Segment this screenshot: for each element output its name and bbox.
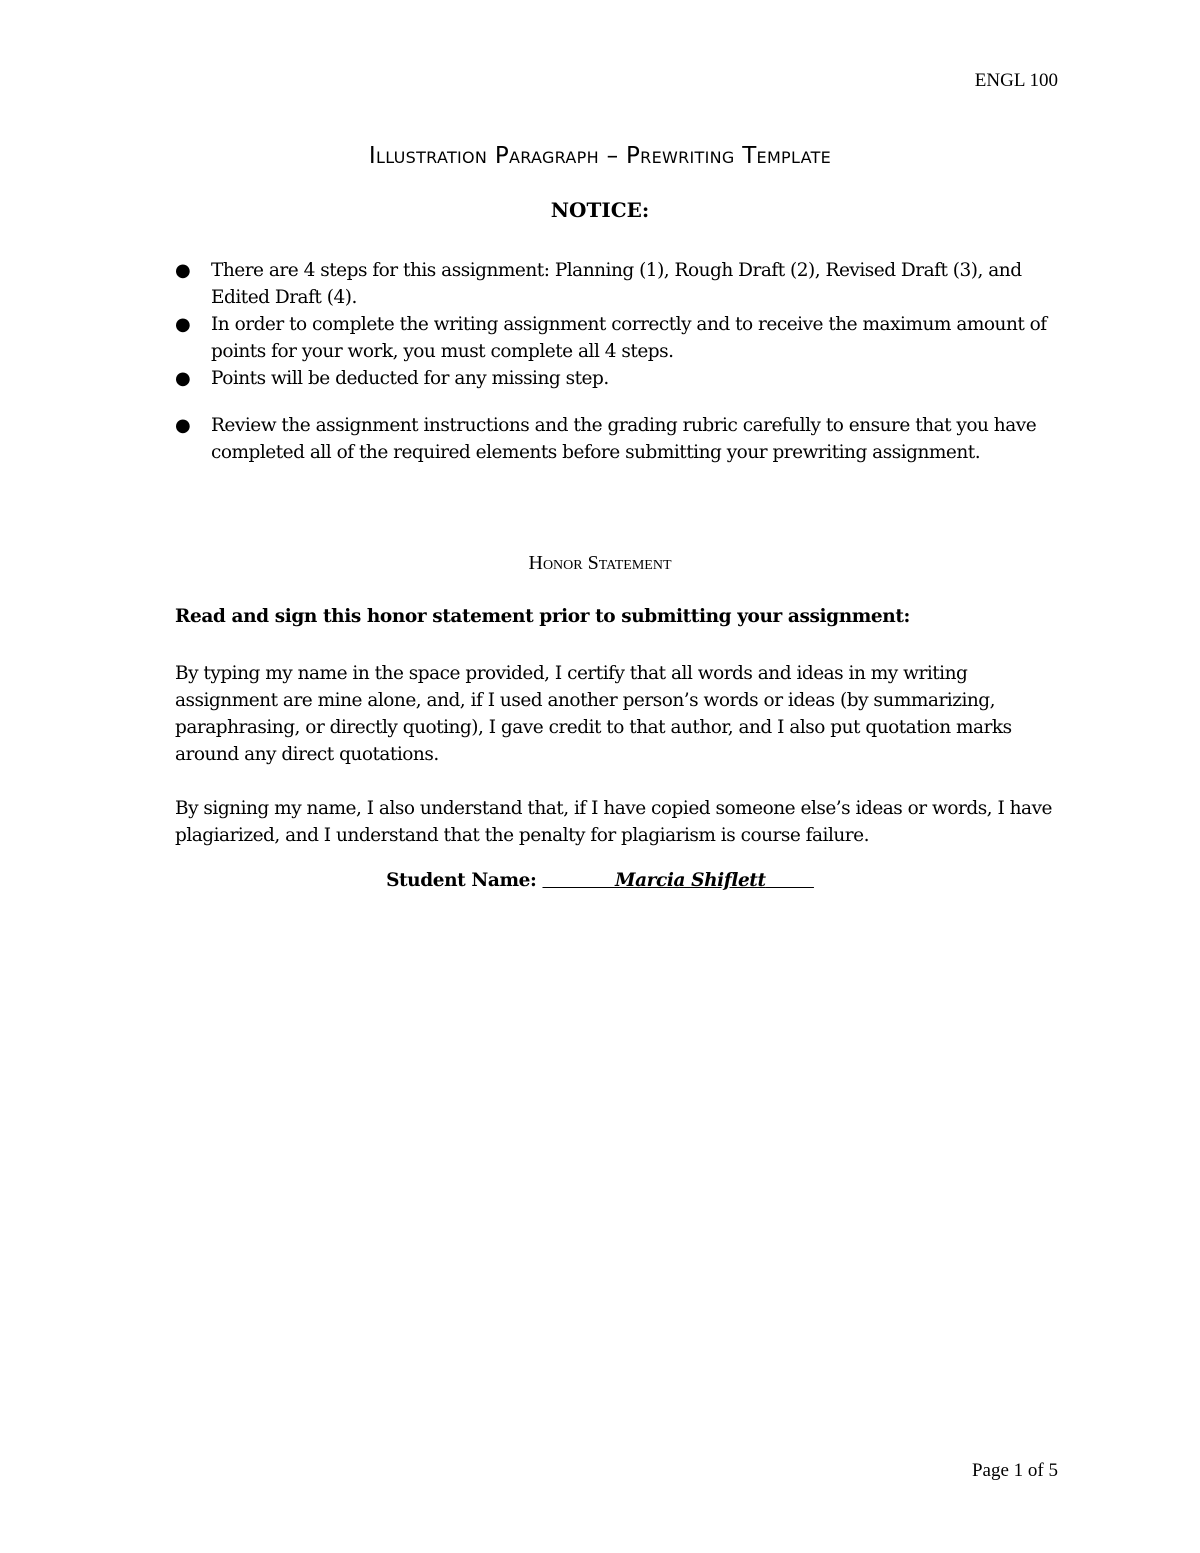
signature-blank-left [542, 870, 615, 891]
student-name-label: Student Name: [386, 870, 537, 891]
honor-paragraph-1: By typing my name in the space provided, I certify that all words and ideas in my writing assignment are mine alone, and, if I used another person’s words or ideas (by summarizing, paraphrasing, or directly quoting), I gave credit to that author, and I also put quotation marks around any direct quotations. [175, 663, 1012, 765]
signature-blank-right [766, 870, 814, 891]
bullet-icon: ● [175, 314, 191, 335]
document-title: Illustration Paragraph – Prewriting Template [368, 143, 832, 169]
bullet-icon: ● [175, 260, 191, 281]
student-name-value: Marcia Shiflett [614, 870, 766, 891]
bullet-icon: ● [175, 368, 191, 389]
header-course-code: ENGL 100 [974, 70, 1058, 91]
notice-item-text: Points will be deducted for any missing step. [211, 368, 609, 389]
footer-page-number: Page 1 of 5 [971, 1460, 1058, 1481]
notice-item [175, 365, 1055, 392]
honor-instruction: Read and sign this honor statement prior to submitting your assignment: [175, 606, 910, 627]
notice-item [175, 412, 1055, 466]
student-name-line [0, 870, 1200, 891]
notice-list [175, 257, 1055, 466]
notice-item [175, 311, 1055, 365]
notice-item [175, 257, 1055, 311]
notice-heading: NOTICE: [550, 198, 650, 222]
notice-item-text: There are 4 steps for this assignment: Planning (1), Rough Draft (2), Revised Draft (3), and Edited Draft (4). [211, 260, 1022, 308]
honor-paragraph-2: By signing my name, I also understand that, if I have copied someone else’s ideas or words, I have plagiarized, and I understand that the penalty for plagiarism is course failure. [175, 798, 1052, 846]
honor-statement-heading: Honor Statement [528, 552, 672, 574]
notice-item-text: In order to complete the writing assignment correctly and to receive the maximum amount of points for your work, you must complete all 4 steps. [211, 314, 1047, 362]
bullet-icon: ● [175, 415, 191, 436]
notice-item-text: Review the assignment instructions and the grading rubric carefully to ensure that you have completed all of the required elements before submitting your prewriting assignment. [211, 415, 1037, 463]
